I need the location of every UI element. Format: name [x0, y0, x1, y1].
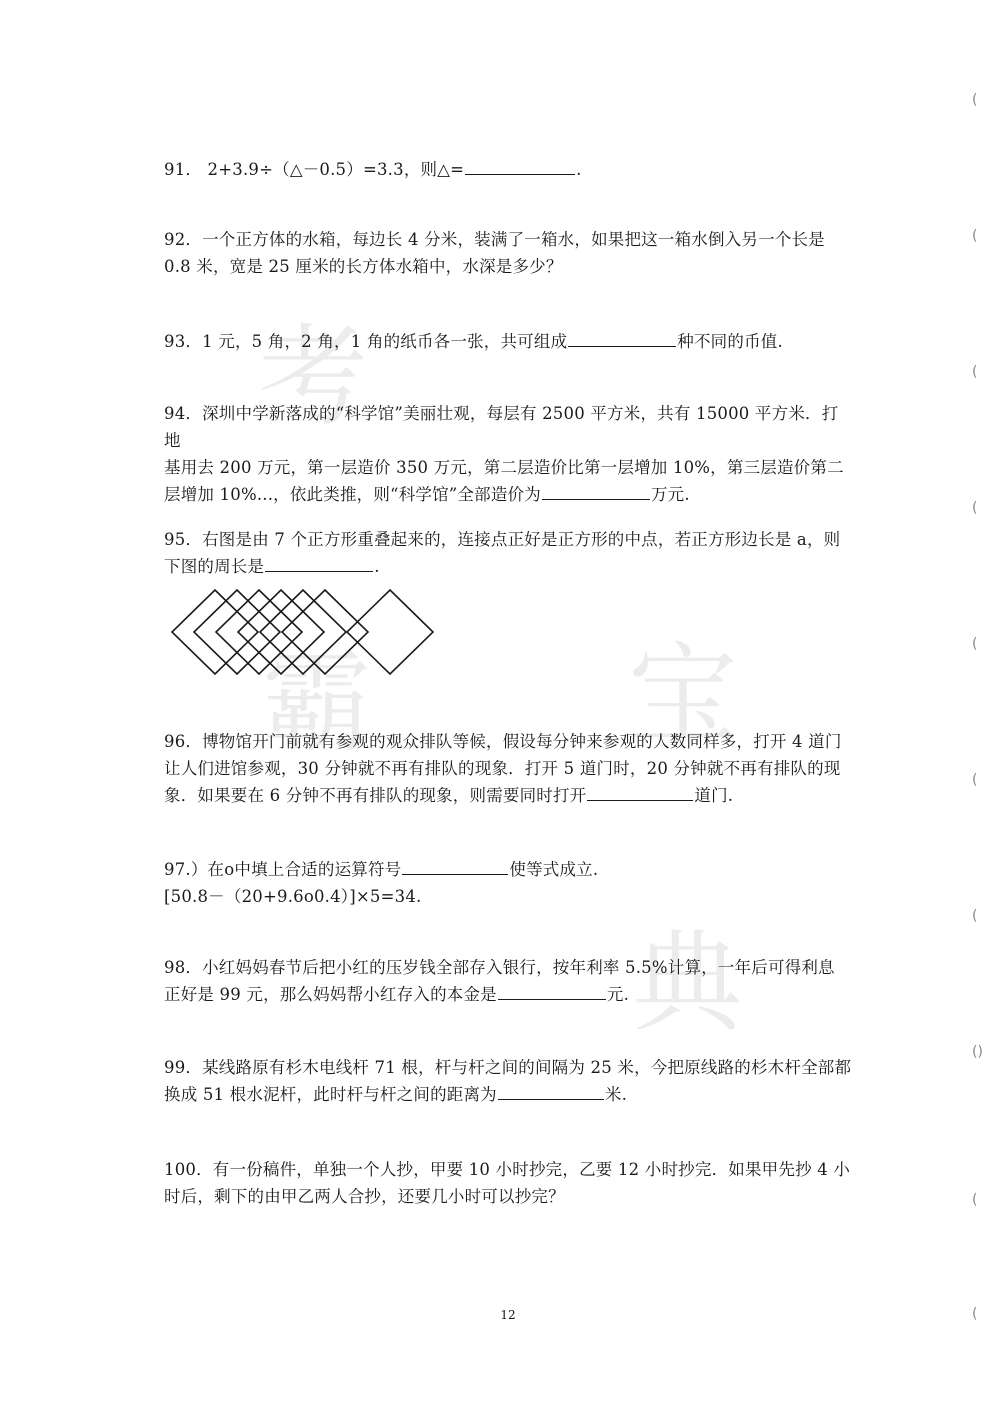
question-text: 98．小红妈妈春节后把小红的压岁钱全部存入银行，按年利率 5.5%计算，一年后可得利息: [164, 958, 835, 977]
question-text: 使等式成立.: [509, 860, 599, 879]
answer-blank[interactable]: [402, 856, 508, 875]
question-text: 95．右图是由 7 个正方形重叠起来的，连接点正好是正方形的中点，若正方形边长是 a，则: [164, 530, 841, 549]
margin-mark: (: [972, 500, 978, 516]
question-92: [164, 226, 854, 280]
question-99: [164, 1054, 854, 1108]
question-text: 92．一个正方体的水箱，每边长 4 分米，装满了一箱水，如果把这一箱水倒入另一个长是: [164, 230, 825, 249]
margin-mark: (: [972, 908, 978, 924]
question-text: .: [576, 160, 582, 179]
question-95: [164, 526, 854, 580]
watermark-char: 宝: [628, 631, 738, 759]
overlapping-squares-figure: [170, 584, 440, 684]
answer-blank[interactable]: [465, 156, 575, 175]
square-diamond: [347, 590, 433, 674]
question-text: .: [374, 557, 380, 576]
margin-mark: (: [972, 92, 978, 108]
answer-blank[interactable]: [498, 1081, 604, 1100]
question-text: 99．某线路原有杉木电线杆 71 根，杆与杆之间的间隔为 25 米，今把原线路的杉木杆全部都: [164, 1058, 852, 1077]
question-93: [164, 328, 854, 355]
question-98: [164, 954, 854, 1008]
question-text: 让人们进馆参观，30 分钟就不再有排队的现象．打开 5 道门时，20 分钟就不再有排队的现: [164, 759, 841, 778]
question-text: 基用去 200 万元，第一层造价 350 万元，第二层造价比第一层增加 10%，第三层造价第二: [164, 458, 844, 477]
margin-mark: (: [972, 364, 978, 380]
watermark-char: 典: [632, 919, 742, 1047]
question-text: 96．博物馆开门前就有参观的观众排队等候，假设每分钟来参观的人数同样多，打开 4 道门: [164, 732, 842, 751]
watermark-char: 考: [258, 313, 368, 441]
answer-blank[interactable]: [498, 981, 606, 1000]
question-text: 层增加 10%...，依此类推，则“科学馆”全部造价为: [164, 485, 541, 504]
margin-mark: (: [972, 636, 978, 652]
question-text: 象．如果要在 6 分钟不再有排队的现象，则需要同时打开: [164, 786, 587, 805]
question-text: 正好是 99 元，那么妈妈帮小红存入的本金是: [164, 985, 497, 1004]
answer-blank[interactable]: [542, 481, 650, 500]
question-text: [50.8－（20+9.6o0.4）]×5=34.: [164, 887, 422, 906]
answer-blank[interactable]: [265, 553, 373, 572]
question-94: [164, 400, 854, 508]
question-text: 换成 51 根水泥杆，此时杆与杆之间的距离为: [164, 1085, 497, 1104]
question-96: [164, 728, 854, 809]
question-text: 万元.: [650, 485, 690, 504]
margin-mark: (: [972, 772, 978, 788]
question-text: 元.: [606, 985, 630, 1004]
question-text: 0.8 米，宽是 25 厘米的长方体水箱中，水深是多少？: [164, 257, 563, 276]
answer-blank[interactable]: [587, 782, 693, 801]
question-text: 97.）在o中填上合适的运算符号: [164, 860, 402, 879]
question-91: [164, 156, 854, 183]
margin-mark: (): [972, 1044, 983, 1060]
watermark-char: 霸: [262, 639, 372, 767]
answer-blank[interactable]: [568, 328, 676, 347]
question-97: [164, 856, 854, 910]
question-text: 93．1 元，5 角，2 角，1 角的纸币各一张，共可组成: [164, 332, 568, 351]
question-text: 种不同的币值.: [677, 332, 783, 351]
margin-mark: (: [972, 1306, 978, 1322]
question-text: 下图的周长是: [164, 557, 265, 576]
margin-mark: (: [972, 1192, 978, 1208]
page-number: 12: [500, 1308, 516, 1322]
question-text: 道门.: [694, 786, 734, 805]
question-text: 米.: [604, 1085, 628, 1104]
question-text: 91． 2+3.9÷（△－0.5）=3.3，则△=: [164, 160, 465, 179]
question-text: 时后，剩下的由甲乙两人合抄，还要几小时可以抄完？: [164, 1187, 565, 1206]
question-100: [164, 1156, 854, 1210]
question-text: 94．深圳中学新落成的“科学馆”美丽壮观，每层有 2500 平方米，共有 15000 平方米．打地: [164, 404, 839, 450]
margin-mark: (: [972, 228, 978, 244]
question-text: 100．有一份稿件，单独一个人抄，甲要 10 小时抄完，乙要 12 小时抄完．如果甲先抄 4 小: [164, 1160, 851, 1179]
